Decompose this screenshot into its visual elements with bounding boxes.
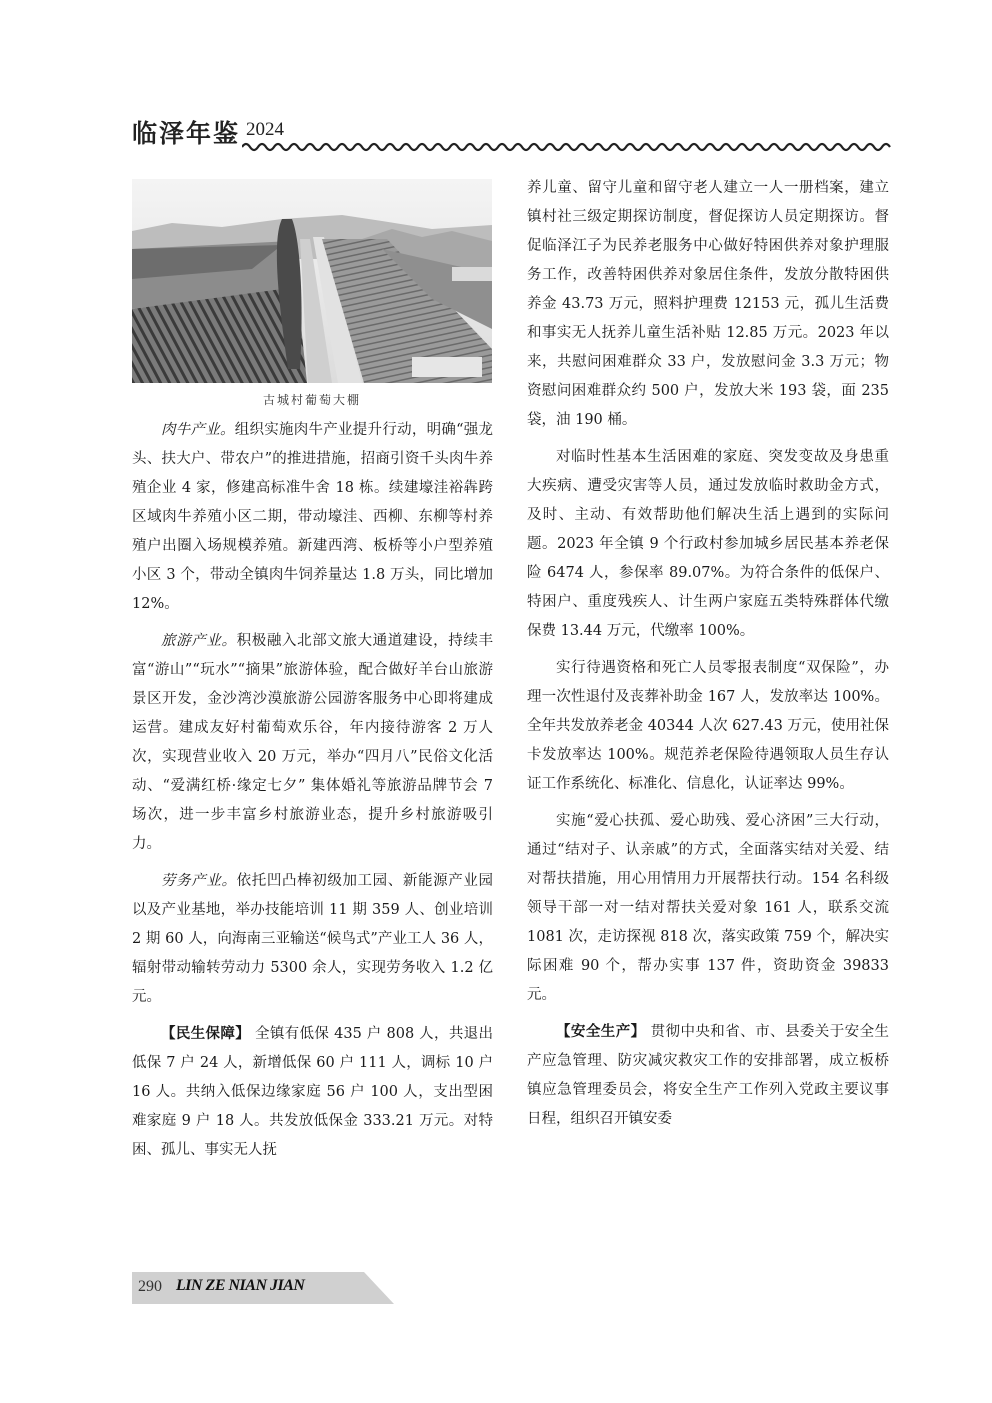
section-tag-safety: 【安全生产】 bbox=[556, 1024, 646, 1040]
header-wave-rule bbox=[242, 140, 892, 154]
paragraph-text: 依托凹凸棒初级加工园、新能源产业园以及产业基地，举办技能培训 11 期 359 人、创业培训 2 期 60 人，向海南三亚输送“候鸟式”产业工人 36 人，辐射带动输转劳动力 5300 余人，实现劳务收入 1.2 亿元。 bbox=[132, 873, 494, 1005]
right-text-column bbox=[527, 174, 889, 1142]
paragraph-text: 组织实施肉牛产业提升行动，明确“强龙头、扶大户、带农户”的推进措施，招商引资千头肉牛养殖企业 4 家，修建高标准牛舍 18 栋。续建壕洼裕犇跨区域肉牛养殖小区二期，带动壕洼、西柳、东柳等村养殖户出圈入场规模养殖。新建西湾、板桥等小户型养殖小区 3 个，带动全镇肉牛饲养量达 1.8 万头，同比增加 12%。 bbox=[132, 422, 494, 612]
paragraph-tourism-industry bbox=[132, 627, 493, 859]
keyword-tourism-industry: 旅游产业。 bbox=[161, 633, 237, 649]
paragraph-safety-production bbox=[527, 1018, 889, 1134]
yearbook-year: 2024 bbox=[246, 119, 284, 140]
paragraph-text: 积极融入北部文旅大通道建设，持续丰富“游山”“玩水”“摘果”旅游体验，配合做好羊台山旅游景区开发，金沙湾沙漠旅游公园游客服务中心即将建成运营。建成友好村葡萄欢乐谷，年内接待游客 2 万人次，实现营业收入 20 万元，举办“四月八”民俗文化活动、“爱满红桥·缘定七夕” 集体婚礼等旅游品牌节会 7 场次，进一步丰富乡村旅游业态，提升乡村旅游吸引力。 bbox=[132, 633, 494, 852]
left-text-column bbox=[132, 416, 493, 1173]
keyword-labor-industry: 劳务产业。 bbox=[161, 873, 237, 889]
vineyard-greenhouse-photo bbox=[132, 179, 492, 383]
page-number: 290 bbox=[138, 1278, 162, 1295]
paragraph-temporary-relief: 对临时性基本生活困难的家庭、突发变故及身患重大疾病、遭受灾害等人员，通过发放临时救助金方式，及时、主动、有效帮助他们解决生活上遇到的实际问题。2023 年全镇 9 个行政村参加城乡居民基本养老保险 6474 人，参保率 89.07%。为符合条件的低保户、特困户、重度残疾人、计生两户家庭五类特殊群体代缴保费 13.44 万元，代缴率 100%。 bbox=[527, 449, 889, 639]
yearbook-brand: 临泽年鉴 bbox=[132, 119, 241, 148]
keyword-beef-industry: 肉牛产业。 bbox=[161, 422, 235, 438]
paragraph-labor-industry bbox=[132, 867, 493, 1012]
paragraph-text: 贯彻中央和省、市、县委关于安全生产应急管理、防灾减灾救灾工作的安排部署，成立板桥镇应急管理委员会，将安全生产工作列入党政主要议事日程，组织召开镇安委 bbox=[527, 1024, 889, 1127]
section-tag-livelihood: 【民生保障】 bbox=[161, 1026, 251, 1042]
paragraph-beef-industry bbox=[132, 416, 493, 619]
photo-caption: 古城村葡萄大棚 bbox=[262, 393, 361, 407]
paragraph-continued: 养儿童、留守儿童和留守老人建立一人一册档案，建立镇村社三级定期探访制度，督促探访人员定期探访。督促临泽江子为民养老服务中心做好特困供养对象护理服务工作，改善特困供养对象居住条件，发放分散特困供养金 43.73 万元，照料护理费 12153 元，孤儿生活费和事实无人抚养儿童生活补贴 12.85 万元。2023 年以来，共慰问困难群众 33 户，发放慰问金 3.3 万元；物资慰问困难群众约 500 户，发放大米 193 袋，面 235 袋，油 190 桶。 bbox=[527, 180, 889, 428]
paragraph-pension-insurance: 实行待遇资格和死亡人员零报表制度“双保险”，办理一次性退付及丧葬补助金 167 人，发放率达 100%。全年共发放养老金 40344 人次 627.43 万元，使用社保卡发放率达 100%。规范养老保险待遇领取人员生存认证工作系统化、标准化、信息化，认证率达 99%。 bbox=[527, 660, 889, 792]
photo-illustration bbox=[132, 179, 492, 383]
paragraph-livelihood-security bbox=[132, 1020, 493, 1165]
page-footer bbox=[132, 1272, 394, 1304]
paragraph-caring-actions: 实施“爱心扶孤、爱心助残、爱心济困”三大行动，通过“结对子、认亲戚”的方式，全面落实结对关爱、结对帮扶措施，用心用情用力开展帮扶行动。154 名科级领导干部一对一结对帮扶关爱对象 161 人，联系交流 1081 次，走访探视 818 次，落实政策 759 个，解决实际困难 90 个，帮办实事 137 件，资助资金 39833 元。 bbox=[527, 813, 889, 1003]
footer-title: LIN ZE NIAN JIAN bbox=[176, 1277, 305, 1294]
paragraph-text: 全镇有低保 435 户 808 人，共退出低保 7 户 24 人，新增低保 60 户 111 人，调标 10 户 16 人。共纳入低保边缘家庭 56 户 100 人，支出型困难家庭 9 户 18 人。共发放低保金 333.21 万元。对特困、孤儿、事实无人抚 bbox=[132, 1026, 493, 1158]
page-header bbox=[132, 114, 892, 154]
